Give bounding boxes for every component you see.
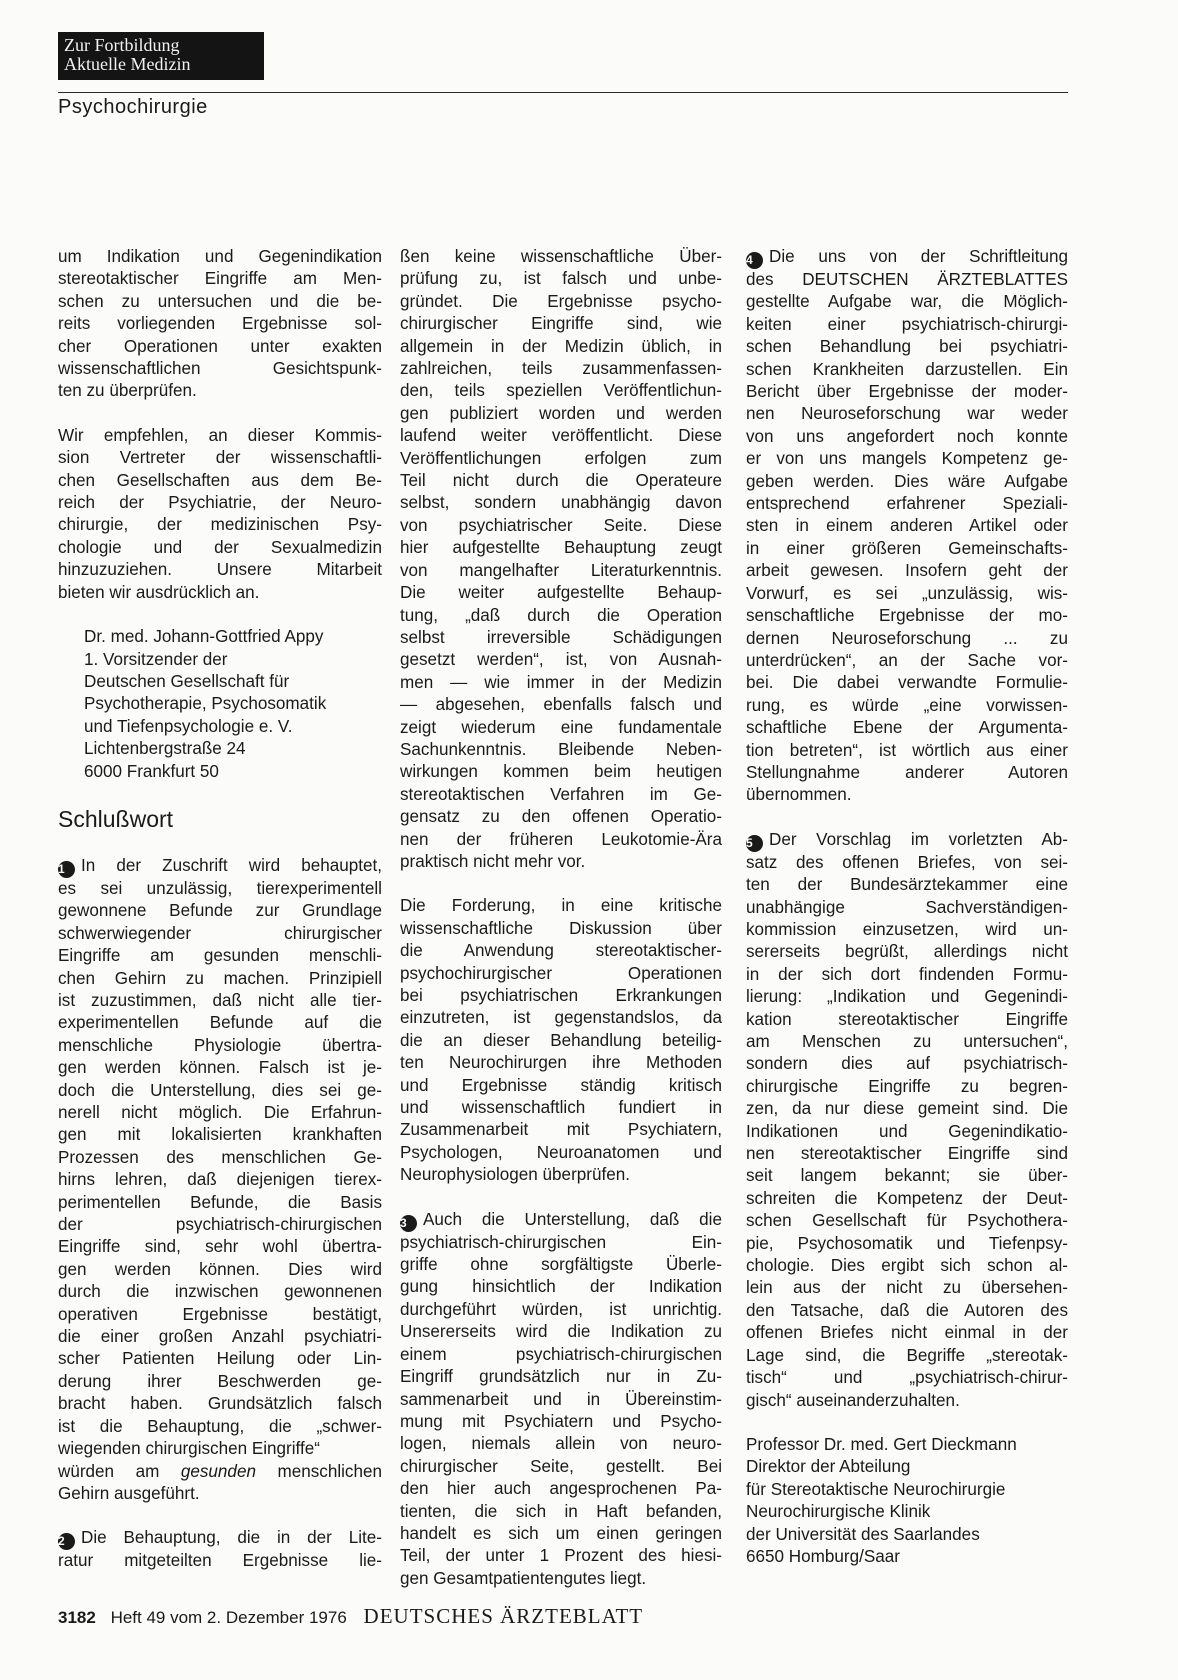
text-line: handelt es sich um einen geringen [400, 1523, 722, 1543]
point-1-text-pre: würden am [58, 1461, 181, 1481]
page-number: 3182 [58, 1608, 96, 1627]
text-line: Eingriffe sind, sehr wohl übertra- [58, 1237, 382, 1257]
signature-dieckmann [746, 1434, 1068, 1568]
text-line: unterdrücken“, an der Sache vor- [746, 650, 1068, 670]
text-line: gen publiziert worden und werden [400, 403, 722, 423]
text-line: experimentellen Befunde auf die [58, 1013, 382, 1033]
issue-info: Heft 49 vom 2. Dezember 1976 [110, 1608, 347, 1627]
text-line: seit langem bekannt; sie über- [746, 1166, 1068, 1186]
text-line: tung, „daß durch die Operation [400, 605, 722, 625]
text-line: sondern dies auf psychiatrisch- [746, 1054, 1068, 1074]
point-5-first-line: Der Vorschlag im vorletzten Ab- [769, 829, 1068, 849]
text-line: Prozessen des menschlichen Ge- [58, 1147, 382, 1167]
text-line: Veröffentlichungen erfolgen zum [400, 448, 722, 468]
text-line: den, teils speziellen Veröffentlichun- [400, 381, 722, 401]
text-line: praktisch nicht mehr vor. [400, 851, 586, 871]
text-line: lein aus der nicht zu übersehen- [746, 1278, 1068, 1298]
text-line: psychiatrisch-chirurgischen Ein- [400, 1232, 722, 1252]
text-line: Lichtenbergstraße 24 [84, 739, 246, 759]
text-line: der Universität des Saarlandes [746, 1524, 980, 1544]
text-line: schen Gesellschaft für Psychothera- [746, 1211, 1068, 1231]
column-1 [58, 246, 382, 1573]
text-line: und Ergebnisse ständig kritisch [400, 1075, 722, 1095]
section-title: Psychochirurgie [58, 96, 208, 118]
text-line: lierung: „Indikation und Gegenindi- [746, 987, 1068, 1007]
text-line: gung hinsichtlich der Indikation [400, 1277, 722, 1297]
text-line: psychochirurgischer Operationen [400, 963, 722, 983]
text-line: zeigt wiederum eine fundamentale [400, 717, 722, 737]
page-footer [58, 1604, 643, 1629]
text-line: chirurgie, der medizinischen Psy- [58, 515, 382, 535]
point-1-text-post: menschlichen [255, 1461, 383, 1481]
text-line: hier aufgestellte Behauptung zeugt [400, 538, 722, 558]
text-line: 1. Vorsitzender der [84, 649, 228, 669]
number-badge-4: 4 [746, 252, 763, 269]
header-rule [58, 92, 1068, 93]
point-2-second-line: ratur mitgeteilten Ergebnisse lie- [58, 1551, 382, 1571]
text-line: Neurophysiologen überprüfen. [400, 1165, 630, 1185]
text-line: laufend weiter veröffentlicht. Diese [400, 426, 722, 446]
text-line: Unsererseits wird die Indikation zu [400, 1322, 722, 1342]
point-4-lines [746, 269, 1068, 807]
text-line: kation stereotaktischer Eingriffe [746, 1009, 1068, 1029]
badge-line-1: Zur Fortbildung [64, 35, 180, 55]
column-3 [746, 246, 1068, 1568]
text-line: Lage sind, die Begriffe „stereotak- [746, 1345, 1068, 1365]
text-line: von psychiatrischer Seite. Diese [400, 515, 722, 535]
text-line: gisch“ auseinanderzuhalten. [746, 1390, 960, 1410]
text-line: für Stereotaktische Neurochirurgie [746, 1479, 1006, 1499]
text-line: nen stereotaktischer Eingriffe sind [746, 1144, 1068, 1164]
text-line: und Tiefenpsychologie e. V. [84, 716, 293, 736]
text-line: sammenarbeit und in Übereinstim- [400, 1389, 722, 1409]
text-line: einzutreten, ist gegenstandslos, da [400, 1008, 722, 1028]
text-line: schen zu untersuchen und die be- [58, 291, 382, 311]
text-line: chen Gehirn zu machen. Prinzipiell [58, 968, 382, 988]
text-line: chologie und der Sexualmedizin [58, 537, 382, 557]
text-line: bei. Die dabei verwandte Formulie- [746, 673, 1068, 693]
text-line: in einer größeren Gemeinschafts- [746, 538, 1068, 558]
text-line: chen Gesellschaften aus dem Be- [58, 470, 382, 490]
text-line: wissenschaftliche Diskussion über [400, 918, 722, 938]
column-2 [400, 246, 722, 1590]
text-line: Sachunkenntnis. Bleibende Neben- [400, 739, 722, 759]
text-line: chirurgischer Eingriffe sind, wie [400, 314, 722, 334]
text-line: Teil, der unter 1 Prozent des hiesi- [400, 1546, 722, 1566]
text-line: er von uns mangels Kompetenz ge- [746, 449, 1068, 469]
text-line: ten Neurochirurgen ihre Methoden [400, 1053, 722, 1073]
text-line: Dr. med. Johann-Gottfried Appy [84, 627, 324, 647]
text-line: ist zuzustimmen, daß nicht alle tier- [58, 990, 382, 1010]
text-line: perimentellen Befunde, die Basis [58, 1192, 382, 1212]
number-badge-1: 1 [58, 861, 75, 878]
text-line: menschliche Physiologie übertra- [58, 1035, 382, 1055]
point-1-last-line: Gehirn ausgeführt. [58, 1483, 200, 1503]
text-line: operativen Ergebnisse bestätigt, [58, 1304, 382, 1324]
text-line: sten in einem anderen Artikel oder [746, 516, 1068, 536]
text-line: schen Krankheiten darzustellen. Ein [746, 359, 1068, 379]
text-line: selbst, sondern unabhängig davon [400, 493, 722, 513]
text-line: bracht haben. Grundsätzlich falsch [58, 1394, 382, 1414]
text-line: Direktor der Abteilung [746, 1457, 911, 1477]
text-line: des DEUTSCHEN ÄRZTEBLATTES [746, 270, 1068, 289]
text-line: prüfung zu, ist falsch und unbe- [400, 269, 722, 289]
text-line: Bericht über Ergebnisse der moder- [746, 382, 1068, 402]
text-line: ten zu überprüfen. [58, 381, 197, 401]
text-line: rung, es würde „eine vorwissen- [746, 695, 1068, 715]
text-line: es sei unzulässig, tierexperimentell [58, 878, 382, 898]
text-line: der psychiatrisch-chirurgischen [58, 1215, 382, 1235]
number-badge-2: 2 [58, 1533, 75, 1550]
text-line: ßen keine wissenschaftliche Über- [400, 247, 722, 266]
text-line: gen werden können. Falsch ist je- [58, 1058, 382, 1078]
text-line: arbeit gewesen. Insofern geht der [746, 561, 1068, 581]
text-line: Psychologen, Neuroanatomen und [400, 1142, 722, 1162]
text-line: von mangelhafter Literaturkenntnis. [400, 560, 722, 580]
text-line: chirurgische Eingriffe zu begren- [746, 1076, 1068, 1096]
paragraph-point-4 [746, 246, 1068, 807]
number-badge-5: 5 [746, 835, 763, 852]
text-line: mung mit Psychiatern und Psycho- [400, 1411, 722, 1431]
journal-name: DEUTSCHES ÄRZTEBLATT [363, 1604, 644, 1628]
paragraph-point-1 [58, 855, 382, 1505]
text-line: entsprechend erfahrener Speziali- [746, 494, 1068, 514]
point-2-first-line: Die Behauptung, die in der Lite- [81, 1528, 382, 1548]
paragraph-col2-1 [400, 246, 722, 873]
text-line: scher Patienten Heilung oder Lin- [58, 1349, 382, 1369]
text-line: men — wie immer in der Medizin [400, 672, 722, 692]
text-line: gen werden können. Dies wird [58, 1259, 382, 1279]
text-line: den Tatsache, daß die Autoren des [746, 1300, 1068, 1320]
text-line: Vorwurf, es sei „unzulässig, wis- [746, 583, 1068, 603]
text-line: wissenschaftlichen Gesichtspunk- [58, 359, 382, 379]
text-line: gesetzt werden“, ist, von Ausnah- [400, 650, 722, 670]
paragraph-col1-2 [58, 425, 382, 604]
text-line: nerell nicht möglich. Die Erfahrun- [58, 1103, 382, 1122]
text-line: gewonnene Befunde zur Grundlage [58, 901, 382, 921]
paragraph-col1-1 [58, 246, 382, 403]
text-line: tisch“ und „psychiatrisch-chirur- [746, 1368, 1068, 1388]
text-line: tion betreten“, ist wörtlich aus einer [746, 740, 1068, 760]
paragraph-point-3 [400, 1209, 722, 1591]
heading-schlusswort: Schlußwort [58, 805, 174, 832]
text-line: kommission einzusetzen, wird un- [746, 919, 1068, 939]
text-line: und wissenschaftlich fundiert in [400, 1098, 722, 1118]
text-line: in der sich dort findenden Formu- [746, 964, 1068, 984]
text-line: gründet. Die Ergebnisse psycho- [400, 291, 722, 311]
text-line: nen der früheren Leukotomie-Ära [400, 829, 722, 849]
text-line: Eingriffe am gesunden menschli- [58, 946, 382, 966]
text-line: senschaftliche Ergebnisse der mo- [746, 606, 1068, 626]
text-line: durchgeführt würden, ist unrichtig. [400, 1299, 722, 1319]
text-line: selbst irreversible Schädigungen [400, 627, 722, 647]
text-line: 6650 Homburg/Saar [746, 1546, 900, 1566]
badge-line-2: Aktuelle Medizin [64, 54, 191, 74]
text-line: schaftliche Ebene der Argumenta- [746, 718, 1068, 738]
text-line: Psychotherapie, Psychosomatik [84, 694, 327, 714]
text-line: Wir empfehlen, an dieser Kommis- [58, 425, 382, 445]
text-line: pie, Psychosomatik und Tiefenpsy- [746, 1233, 1068, 1253]
text-line: die an dieser Behandlung beteilig- [400, 1030, 722, 1050]
text-line: ist die Behauptung, die „schwer- [58, 1416, 382, 1436]
point-5-lines [746, 852, 1068, 1412]
text-line: offenen Briefes nicht einmal in der [746, 1323, 1068, 1343]
text-line: logen, niemals allein von neuro- [400, 1434, 722, 1454]
text-line: 6000 Frankfurt 50 [84, 761, 219, 781]
text-line: unabhängige Sachverständigen- [746, 897, 1068, 917]
point-1-emphasis: gesunden [180, 1461, 256, 1481]
text-line: schen Behandlung bei psychiatri- [746, 337, 1068, 357]
text-line: von uns angefordert noch konnte [746, 426, 1068, 446]
text-line: griffe ohne sorgfältigste Überle- [400, 1255, 722, 1275]
paragraph-col2-2 [400, 895, 722, 1186]
text-line: bieten wir ausdrücklich an. [58, 582, 260, 602]
text-line: wiegenden chirurgischen Eingriffe“ [58, 1439, 320, 1459]
point-3-lines [400, 1232, 722, 1591]
point-4-first-line: Die uns von der Schriftleitung [769, 247, 1068, 266]
point-1-lines [58, 878, 382, 1461]
paragraph-point-2 [58, 1527, 382, 1572]
text-line: geben werden. Dies wäre Aufgabe [746, 471, 1068, 491]
text-line: hirns lehren, daß diejenigen tierex- [58, 1170, 382, 1190]
text-line: einem psychiatrisch-chirurgischen [400, 1344, 722, 1364]
text-line: Die weiter aufgestellte Behaup- [400, 583, 722, 603]
text-line: um Indikation und Gegenindikation [58, 247, 382, 266]
text-line: — abgesehen, ebenfalls falsch und [400, 695, 722, 715]
text-line: chirurgischer Seite, gestellt. Bei [400, 1456, 722, 1476]
text-line: zahlreichen, teils zusammenfassen- [400, 359, 722, 379]
text-line: allgemein in der Medizin üblich, in [400, 336, 722, 356]
text-line: am Menschen zu untersuchen“, [746, 1032, 1068, 1051]
text-line: übernommen. [746, 785, 852, 805]
text-line: gestellte Aufgabe war, die Möglich- [746, 292, 1068, 312]
text-line: satz des offenen Briefes, von sei- [746, 852, 1068, 872]
point-3-first-line: Auch die Unterstellung, daß die [423, 1209, 722, 1229]
text-line: schreiten die Kompetenz der Deut- [746, 1188, 1068, 1208]
text-line: Indikationen und Gegenindikatio- [746, 1121, 1068, 1141]
text-line: dernen Neuroseforschung ... zu [746, 628, 1068, 648]
text-line: sererseits begrüßt, allerdings nicht [746, 942, 1068, 962]
text-line: Eingriff grundsätzlich nur in Zu- [400, 1367, 722, 1387]
text-line: schwerwiegender chirurgischer [58, 923, 382, 943]
text-line: gen Gesamtpatientengutes liegt. [400, 1568, 647, 1588]
text-line: ten der Bundesärztekammer eine [746, 875, 1068, 895]
text-line: gensatz zu den offenen Operatio- [400, 807, 722, 827]
text-line: chologie. Dies ergibt sich schon al- [746, 1256, 1068, 1276]
text-line: bei psychiatrischen Erkrankungen [400, 986, 722, 1005]
signature-appy [58, 626, 382, 783]
text-line: die einer großen Anzahl psychiatri- [58, 1327, 382, 1347]
text-line: doch die Unterstellung, dies sei ge- [58, 1080, 382, 1100]
text-line: Teil nicht durch die Operateure [400, 471, 722, 491]
text-line: Neurochirurgische Klinik [746, 1502, 931, 1522]
text-line: cher Operationen unter exakten [58, 336, 382, 356]
text-line: Die Forderung, in eine kritische [400, 896, 722, 916]
text-line: nen Neuroseforschung war weder [746, 404, 1068, 424]
text-line: reits vorliegenden Ergebnisse sol- [58, 314, 382, 334]
text-line: den hier auch angesprochenen Pa- [400, 1479, 722, 1499]
text-line: Deutschen Gesellschaft für [84, 671, 290, 691]
text-line: tienten, die sich in Haft befanden, [400, 1501, 722, 1521]
section-badge [58, 32, 264, 80]
paragraph-point-5 [746, 829, 1068, 1412]
text-line: derung ihrer Beschwerden ge- [58, 1371, 382, 1391]
text-line: durch die inzwischen gewonnenen [58, 1282, 382, 1302]
text-line: wirkungen kommen beim heutigen [400, 762, 722, 782]
text-line: gen mit lokalisierten krankhaften [58, 1125, 382, 1145]
text-line: die Anwendung stereotaktischer- [400, 941, 722, 961]
text-line: stereotaktischen Verfahren im Ge- [400, 784, 722, 804]
number-badge-3: 3 [400, 1215, 417, 1232]
text-line: reich der Psychiatrie, der Neuro- [58, 493, 382, 513]
text-line: Stellungnahme anderer Autoren [746, 762, 1068, 782]
text-line: Professor Dr. med. Gert Dieckmann [746, 1434, 1017, 1454]
point-1-first-line: In der Zuschrift wird behauptet, [81, 855, 382, 875]
text-line: zen, da nur diese gemeint sind. Die [746, 1099, 1068, 1119]
text-line: keiten einer psychiatrisch-chirurgi- [746, 314, 1068, 334]
text-line: stereotaktischer Eingriffe am Men- [58, 269, 382, 289]
text-line: Zusammenarbeit mit Psychiatern, [400, 1120, 722, 1140]
text-line: sion Vertreter der wissenschaftli- [58, 448, 382, 468]
text-line: hinzuzuziehen. Unsere Mitarbeit [58, 560, 382, 580]
